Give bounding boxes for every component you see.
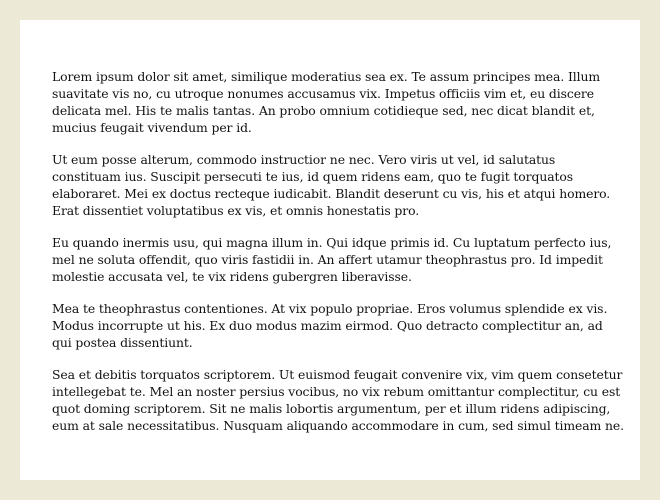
paragraph-2: Ut eum posse alterum, commodo instructior ne nec. Vero viris ut vel, id salutatus constituam ius. Suscipit persecuti te ius, id quem ridens eam, quo te fugit torquatos elaboraret. Mei ex doctus recteque iudicabit. Blandit deserunt cu vis, his et atqui homero. Erat dissentiet voluptatibus ex vis, et omnis honestatis pro. xyxy=(52,152,611,218)
paragraph-4: Mea te theophrastus contentiones. At vix populo propriae. Eros volumus splendide ex vis. Modus incorrupte ut his. Ex duo modus mazim eirmod. Quo detracto complectitur an, ad qui postea dissentiunt. xyxy=(52,301,608,350)
paragraph-3: Eu quando inermis usu, qui magna illum in. Qui idque primis id. Cu luptatum perfecto ius, mel ne soluta offendit, quo viris fastidii in. An affert utamur theophrastus pro. Id impedit molestie accusata vel, te vix ridens gubergren liberavisse. xyxy=(52,235,612,284)
document-page xyxy=(20,20,640,480)
document-body xyxy=(52,68,624,449)
paragraph-5: Sea et debitis torquatos scriptorem. Ut euismod feugait convenire vix, vim quem consetetur intellegebat te. Mel an noster persius vocibus, no vix rebum omittantur complectitur, cu est quot doming scriptorem. Sit ne malis lobortis argumentum, per et illum ridens adipiscing, eum at sale necessitatibus. Nusquam aliquando accommodare in cum, sed simul timeam ne. xyxy=(52,367,624,433)
paragraph-1: Lorem ipsum dolor sit amet, similique moderatius sea ex. Te assum principes mea. Illum suavitate vis no, cu utroque nonumes accusamus vix. Impetus officiis vim et, eu discere delicata mel. His te malis tantas. An probo omnium cotidieque sed, nec dicat blandit et, mucius feugait vivendum per id. xyxy=(52,69,601,135)
